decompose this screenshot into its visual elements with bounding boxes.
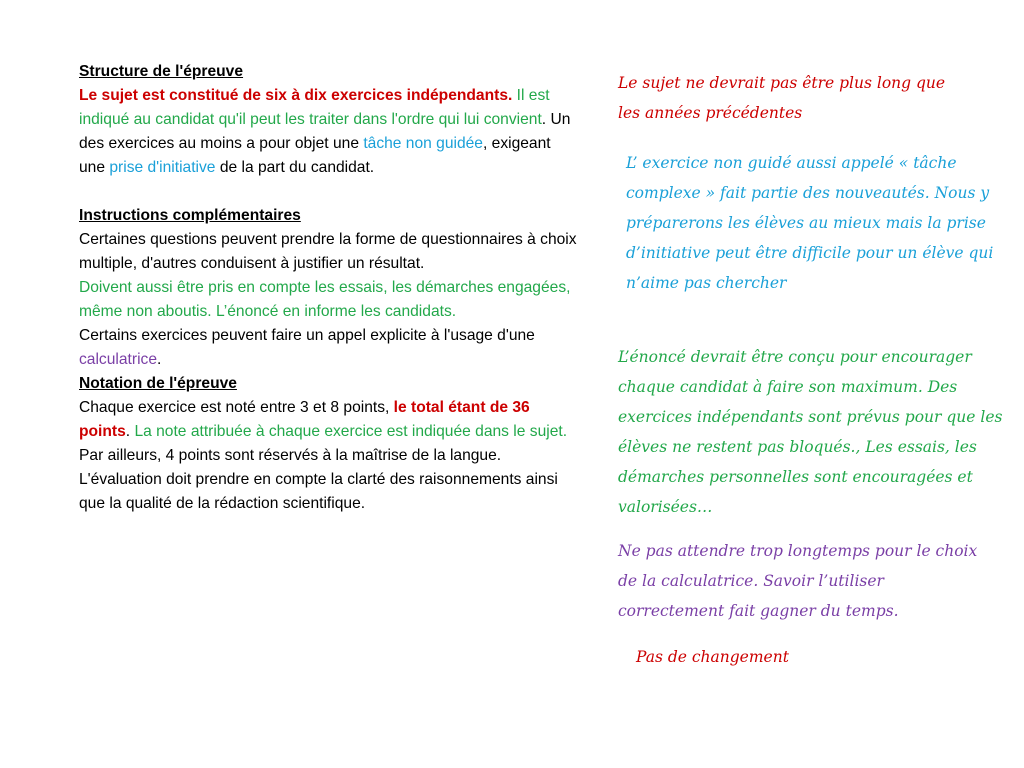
instructions-green-text: Doivent aussi être pris en compte les essais, les démarches engagées, même non aboutis. L’énoncé en informe les candidats. bbox=[79, 279, 571, 320]
structure-text-3: de la part du candidat. bbox=[215, 159, 375, 176]
instructions-section bbox=[79, 204, 579, 372]
structure-blue-text-1: tâche non guidée bbox=[363, 135, 483, 152]
exam-description bbox=[79, 60, 579, 516]
notation-text-2: . bbox=[125, 423, 135, 440]
notation-text-1: Chaque exercice est noté entre 3 et 8 points, bbox=[79, 399, 394, 416]
structure-blue-text-2: prise d'initiative bbox=[109, 159, 216, 176]
notation-section bbox=[79, 372, 579, 516]
structure-red-text: Le sujet est constitué de six à dix exercices indépendants. bbox=[79, 87, 513, 104]
structure-section bbox=[79, 60, 579, 180]
note-calculator: Ne pas attendre trop longtemps pour le choix de la calculatrice. Savoir l’utiliser correctement fait gagner du temps. bbox=[618, 542, 978, 620]
spacer bbox=[79, 180, 579, 204]
notation-text-3: Par ailleurs, 4 points sont réservés à la maîtrise de la langue. L'évaluation doit prendre en compte la clarté des raisonnements ainsi que la qualité de la rédaction scientifique. bbox=[79, 447, 558, 512]
note-statement: L’énoncé devrait être conçu pour encourager chaque candidat à faire son maximum. Des exercices indépendants sont prévus pour que les élèves ne restent pas bloqués., Les essais, les démarches personnelles sont encouragées et valorisées… bbox=[618, 348, 1003, 516]
instructions-text: Certaines questions peuvent prendre la forme de questionnaires à choix multiple, d'autres conduisent à justifier un résultat. bbox=[79, 231, 577, 272]
instructions-text-2: Certains exercices peuvent faire un appel explicite à l'usage d'une bbox=[79, 327, 535, 344]
structure-text-1: . Un des exercices au moins a pour objet une bbox=[79, 111, 571, 152]
structure-heading: Structure de l'épreuve bbox=[79, 63, 244, 80]
notation-red-text: le total étant de 36 points bbox=[79, 399, 530, 440]
instructions-end: . bbox=[157, 351, 162, 368]
notation-green-text: La note attribuée à chaque exercice est indiquée dans le sujet. bbox=[134, 423, 568, 440]
note-length: Le sujet ne devrait pas être plus long que les années précédentes bbox=[618, 74, 946, 122]
note-no-change: Pas de changement bbox=[636, 648, 789, 666]
structure-text-2: , exigeant une bbox=[79, 135, 551, 176]
structure-green-text: Il est indiqué au candidat qu'il peut les traiter dans l'ordre qui lui convient bbox=[79, 87, 550, 128]
instructions-heading: Instructions complémentaires bbox=[79, 207, 301, 224]
calculator-word: calculatrice bbox=[79, 351, 157, 368]
notation-heading: Notation de l'épreuve bbox=[79, 375, 237, 392]
note-complex-task: L’ exercice non guidé aussi appelé « tâche complexe » fait partie des nouveautés. Nous y préparerons les élèves au mieux mais la prise d’initiative peut être difficile pour un élève qui n’aime pas chercher bbox=[626, 154, 994, 292]
